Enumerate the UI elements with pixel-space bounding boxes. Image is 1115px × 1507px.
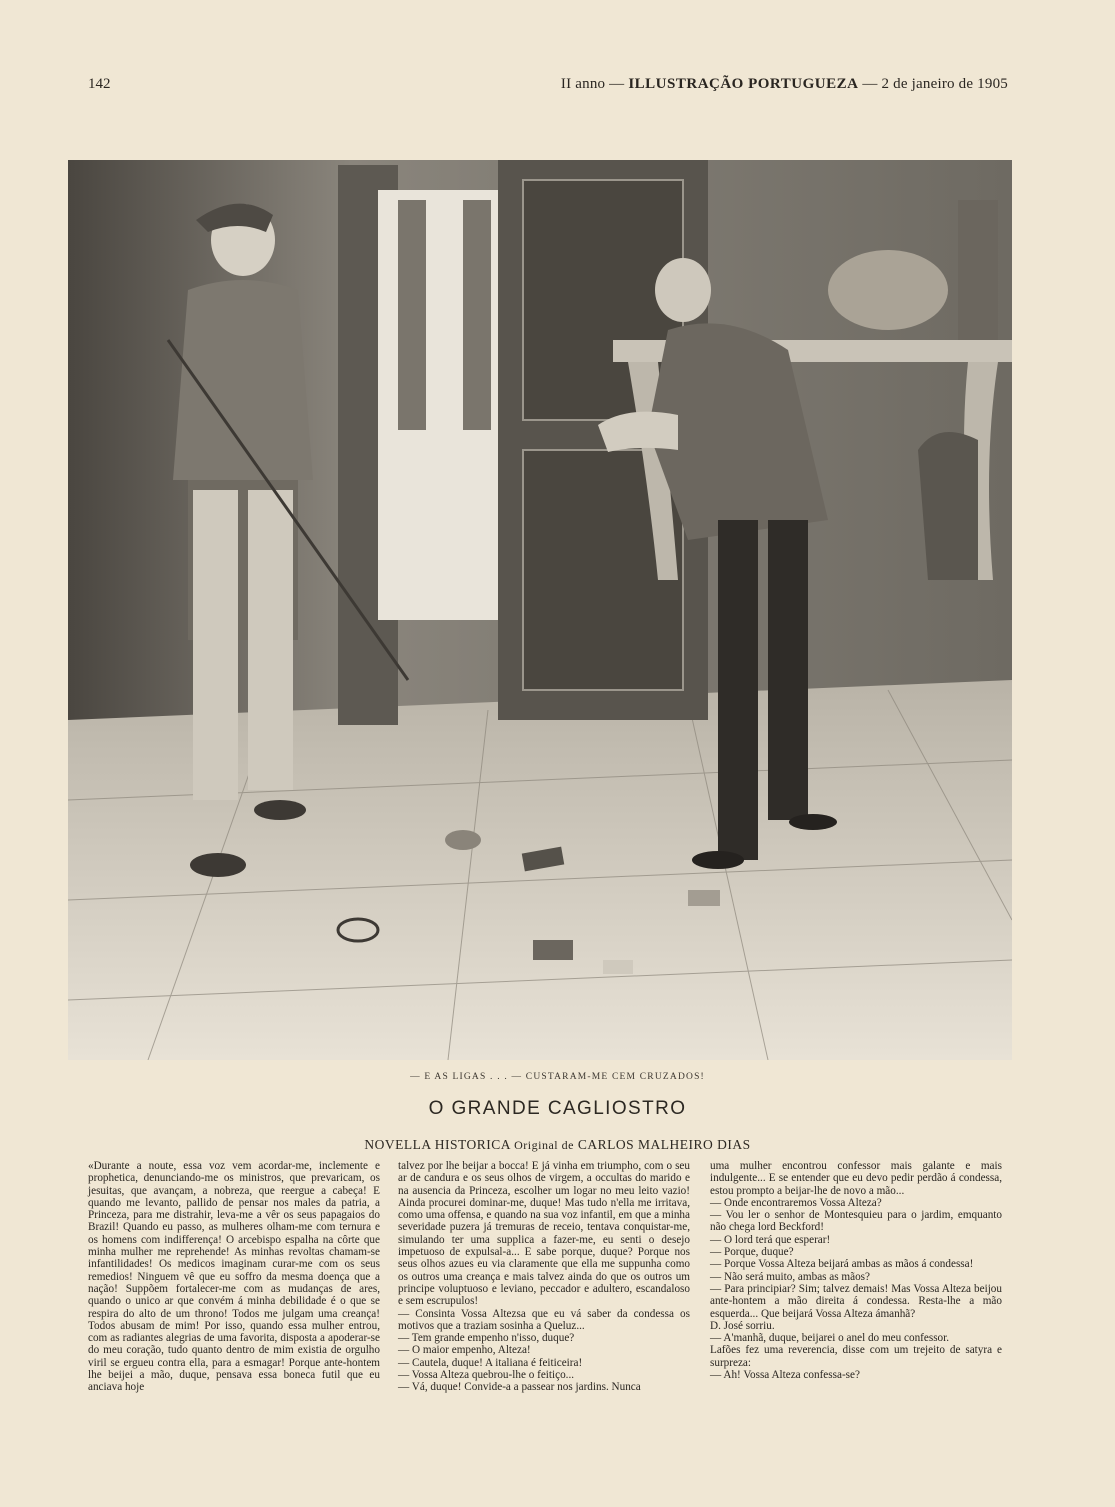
engraving-illustration <box>68 160 1012 1060</box>
subtitle-author: CARLOS MALHEIRO DIAS <box>577 1137 751 1152</box>
subtitle-genre: NOVELLA HISTORICA <box>364 1137 511 1152</box>
text-column-1 <box>88 1160 380 1394</box>
page-number: 142 <box>88 76 111 92</box>
subtitle-original: Original de <box>514 1138 574 1152</box>
column-3-text: uma mulher encontrou confessor mais galante e mais indulgente... E se entender que eu devo pedir perdão á condessa, estou prompto a beijar-lhe de novo a mão... — Onde encontraremos Vossa Alteza? — Vou ler o senhor de Montesquieu para o jardim, emquanto não chega lord Beckford! — O lord terá que esperar! — Porque, duque? — Porque Vossa Alteza beijará ambas as mãos á condessa! — Não será muito, ambas as mãos? — Para principiar? Sim; talvez demais! Mas Vossa Alteza beijou ante-hontem a mão direita á condessa. Resta-lhe a mão esquerda... Que beijará Vossa Alteza ámanhã? D. José sorriu. — A'manhã, duque, beijarei o anel do meu confessor. Lafões fez uma reverencia, disse com um trejeito de satyra e surpreza: — Ah! Vossa Alteza confessa-se? <box>710 1160 1002 1382</box>
page-header <box>88 76 1008 98</box>
masthead-prefix: II anno — <box>560 76 625 92</box>
column-2-text: talvez por lhe beijar a bocca! E já vinha em triumpho, com o seu ar de candura e os seus olhos de virgem, a occultas do marido e na ausencia da Princeza, escolher um logar no meu leito vazio! Ainda procurei dominar-me, duque! Mas tudo n'ella me irritava, como uma offensa, e quando na sua voz infantil, em que a minha severidade puzera já tremuras de receio, tentava conquistar-me, simulando ter uma supplica a fazer-me, eu senti o desejo impetuoso de expulsal-a... E sabe porque, duque? Porque nos seus olhos azues eu via claramente que ella me suppunha como os outros uma creança e mais talvez ainda do que os outros um principe voluptuoso e leviano, peccador e adultero, escandaloso e sem escrupulos! — Consinta Vossa Altezsa que eu vá saber da condessa os motivos que a traziam sosinha a Queluz... — Tem grande empenho n'isso, duque? — O maior empenho, Alteza! — Cautela, duque! A italiana é feiticeira! — Vossa Alteza quebrou-lhe o feitiço... — Vá, duque! Convide-a a passear nos jardins. Nunca <box>398 1160 690 1394</box>
masthead-title: ILLUSTRAÇÃO PORTUGUEZA <box>628 76 859 92</box>
article-title: O GRANDE CAGLIOSTRO <box>428 1098 687 1119</box>
masthead <box>561 76 1008 93</box>
masthead-date: — 2 de janeiro de 1905 <box>862 76 1008 92</box>
engraving-drawing <box>68 160 1012 1060</box>
illustration-caption: — E AS LIGAS . . . — CUSTARAM-ME CEM CRUZADOS! <box>410 1072 705 1082</box>
column-1-text: «Durante a noute, essa voz vem acordar-me, inclemente e prophetica, denunciando-me os ministros, que prevaricam, os jesuitas, que avançam, a nobreza, que reergue a cabeça! E quando me levanto, pallido de pensar nos males da patria, a Princeza, para me distrahir, leva-me a vêr os seus papagaios do Brazil! Quando eu passo, as mulheres olham-me com ternura e os homens com indifferença! O arcebispo espalha na côrte que minha mulher me reprehende! As minhas revoltas chamam-se infantilidades! Os medicos imaginam curar-me com os seus remedios! Ninguem vê que eu soffro da mesma doença que a nação! Suppõem fortalecer-me com as mudanças de ares, quando o unico ar que convém á minha debilidade é o que se respira do alto de um throno! Todos me julgam uma creança! Todos abusam de mim! Por isso, quando essa mulher entrou, com as radiantes alegrias de uma favorita, disposta a apoderar-se do meu coração, tudo quanto dentro de mim existia de orgulho viril se ergueu contra ella, para a esmagar! Porque ante-hontem lhe beijei a mão, duque, pensava essa boneca futil que eu anciava hoje <box>88 1160 380 1394</box>
text-column-2 <box>398 1160 690 1394</box>
text-column-3 <box>710 1160 1002 1381</box>
article-subtitle <box>0 1137 1115 1153</box>
